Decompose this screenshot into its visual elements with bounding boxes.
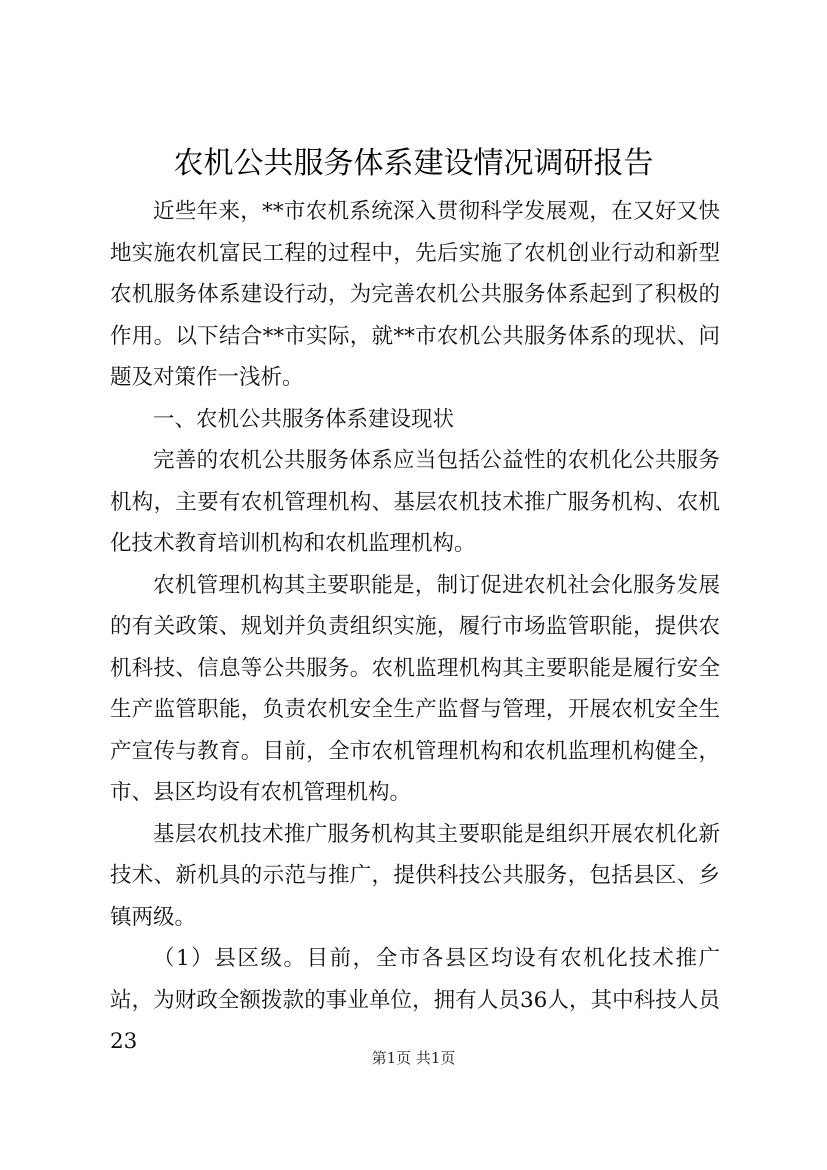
paragraph-extension: 基层农机技术推广服务机构其主要职能是组织开展农机化新技术、新机具的示范与推广，提供科技公共服务，包括县区、乡镇两级。	[110, 821, 720, 930]
section-heading: 一、农机公共服务体系建设现状	[153, 406, 455, 432]
paragraph-county-level: （1）县区级。目前，全市各县区均设有农机化技术推广站，为财政全额拨款的事业单位，拥有人员36人，其中科技人员23	[110, 946, 720, 1054]
paragraph-intro: 近些年来，**市农机系统深入贯彻科学发展观，在又好又快地实施农机富民工程的过程中，先后实施了农机创业行动和新型农机服务体系建设行动，为完善农机公共服务体系起到了积极的作用。以下结合**市实际，就**市农机公共服务体系的现状、问题及对策作一浅析。	[110, 199, 720, 390]
document-title: 农机公共服务体系建设情况调研报告	[173, 146, 654, 181]
document-body	[110, 191, 720, 1063]
page-number-footer: 第1页 共1页	[371, 1049, 456, 1067]
paragraph-management: 农机管理机构其主要职能是，制订促进农机社会化服务发展的有关政策、规划并负责组织实施，履行市场监管职能，提供农机科技、信息等公共服务。农机监理机构其主要职能是履行安全生产监管职能，负责农机安全生产监督与管理，开展农机安全生产宣传与教育。目前，全市农机管理机构和农机监理机构健全，市、县区均设有农机管理机构。	[110, 572, 720, 805]
paragraph-service-system: 完善的农机公共服务体系应当包括公益性的农机化公共服务机构，主要有农机管理机构、基层农机技术推广服务机构、农机化技术教育培训机构和农机监理机构。	[110, 448, 720, 556]
